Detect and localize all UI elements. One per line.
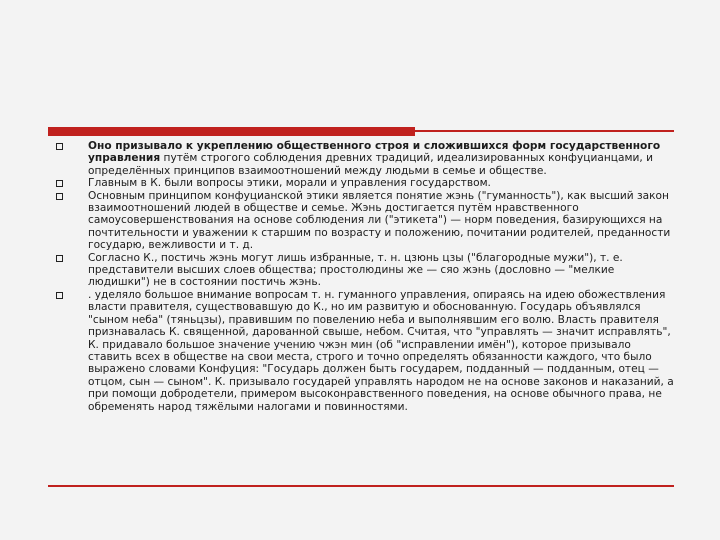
- item-text: путём строгого соблюдения древних традиций, идеализированных конфуцианцами, и определённых принципов взаимоотношений между людьми в семье и обществе.: [88, 152, 653, 177]
- item-text: . уделяло большое внимание вопросам т. н. гуманного управления, опираясь на идею обожествления власти правителя, существовавшую до К., но им развитую и обоснованную. Государь объявлялся "сыном неба" (тяньцзы), правившим по повелению неба и выполнявшим его волю. Власть правителя признавалась К. священной, дарованной свыше, небом. Считая, что "управлять — значит исправлять", К. придавало большое значение учению чжэн мин (об "исправлении имён"), которое призывало ставить всех в обществе на свои места, строго и точно определять обязанности каждого, что было выражено словами Конфуция: "Государь должен быть государем, подданный — подданным, отец — отцом, сын — сыном". К. призывало государей управлять народом не на основе законов и наказаний, а при помощи добродетели, примером высоконравственного поведения, на основе обычного права, не обременять народ тяжёлыми налогами и повинностями.: [88, 288, 674, 413]
- item-text: Согласно К., постичь жэнь могут лишь избранные, т. н. цзюнь цзы ("благородные мужи"), т. е. представители высших слоев общества; простолюдины же — сяо жэнь (дословно — "мелкие людишки") не в состоянии постичь жэнь.: [88, 251, 623, 289]
- top-accent-bar: [48, 127, 415, 136]
- list-item: [56, 289, 676, 413]
- hollow-square-bullet-icon: [56, 143, 63, 150]
- hollow-square-bullet-icon: [56, 193, 63, 200]
- list-item: [56, 140, 676, 177]
- item-text: Главным в К. были вопросы этики, морали и управления государством.: [88, 177, 491, 190]
- item-bold-lead: Оно призывало к укреплению общественного строя и сложившихся форм государственного управления: [88, 140, 661, 165]
- top-divider-line: [415, 130, 674, 132]
- bullet-list: [56, 140, 676, 413]
- hollow-square-bullet-icon: [56, 180, 63, 187]
- hollow-square-bullet-icon: [56, 255, 63, 262]
- list-item: [56, 177, 676, 189]
- list-item: [56, 190, 676, 252]
- item-text: Основным принципом конфуцианской этики является понятие жэнь ("гуманность"), как высший закон взаимоотношений людей в обществе и семье. Жэнь достигается путём нравственного самоусовершенствования на основе соблюдения ли ("этикета") — норм поведения, базирующихся на почтительности и уважении к старшим по возрасту и положению, почитании родителей, преданности государю, вежливости и т. д.: [88, 189, 671, 252]
- hollow-square-bullet-icon: [56, 292, 63, 299]
- bottom-divider-line: [48, 485, 674, 487]
- list-item: [56, 252, 676, 289]
